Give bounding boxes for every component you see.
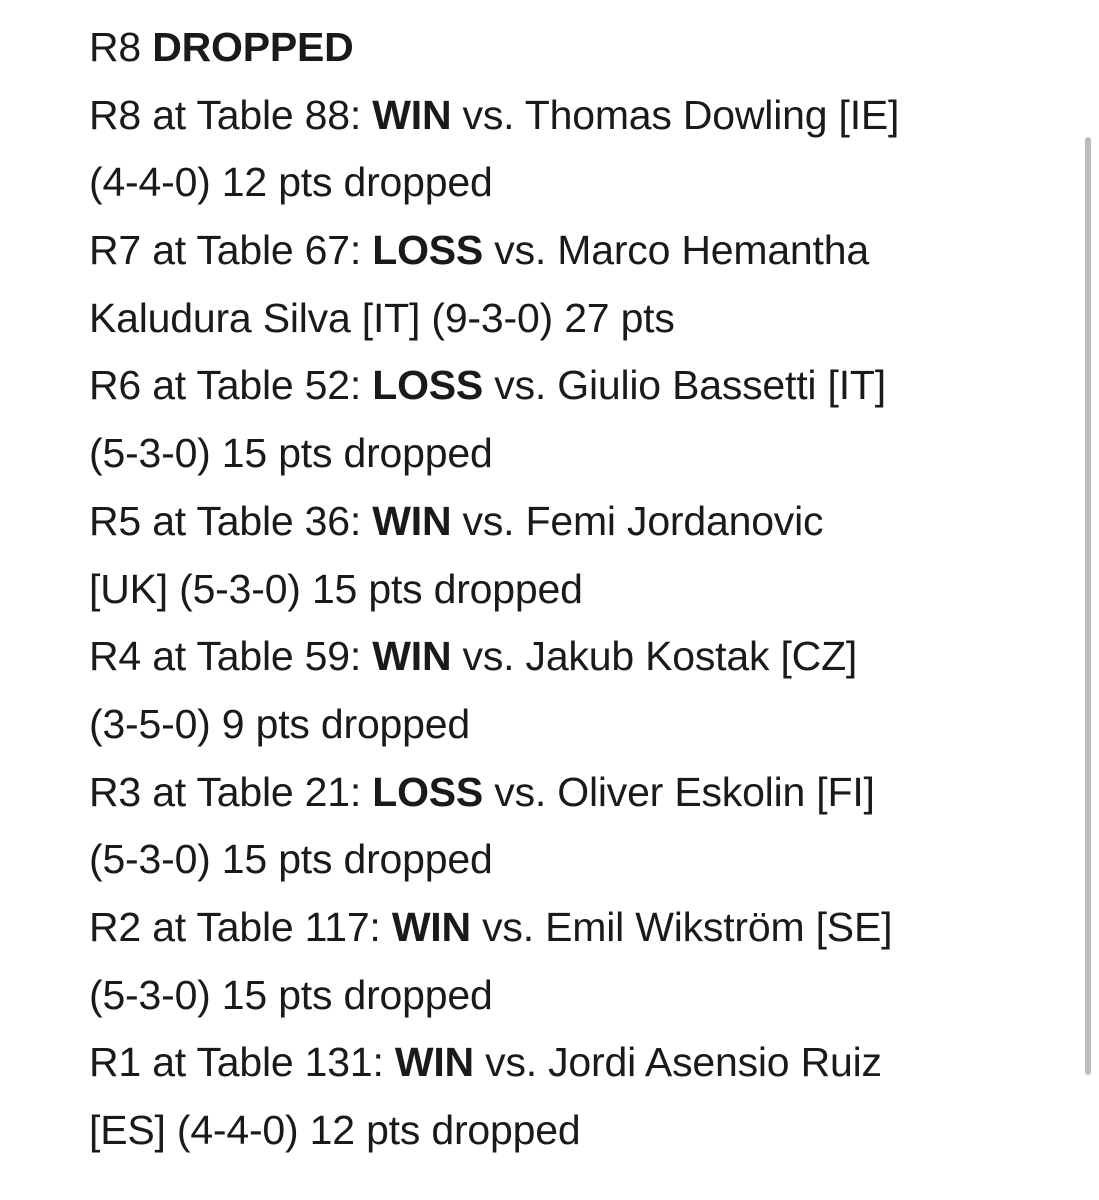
round-1-result: WIN <box>394 1039 474 1086</box>
round-6-line-2 <box>89 420 1049 488</box>
match-history <box>89 14 1049 1165</box>
round-1-line-1 <box>89 1029 1049 1097</box>
round-5-line-2 <box>89 556 1049 624</box>
round-7-table: R7 at Table 67: <box>89 227 373 274</box>
round-4-result: WIN <box>372 633 452 680</box>
scrollbar-thumb[interactable] <box>1085 137 1091 1075</box>
round-6-table: R6 at Table 52: <box>89 362 373 409</box>
round-2-table: R2 at Table 117: <box>89 903 392 950</box>
round-1-table: R1 at Table 131: <box>89 1039 395 1086</box>
round-8-opponent: vs. Thomas Dowling [IE] <box>451 91 900 138</box>
round-5-line-1 <box>89 488 1049 556</box>
status-round: R8 <box>89 24 142 70</box>
round-8-line-2 <box>89 149 1049 217</box>
round-4-opponent: vs. Jakub Kostak [CZ] <box>451 633 858 680</box>
round-7-line-1 <box>89 217 1049 285</box>
status-label: DROPPED <box>152 24 354 70</box>
round-2-opponent: vs. Emil Wikström [SE] <box>470 903 893 950</box>
round-8-record: (4-4-0) 12 pts dropped <box>89 159 493 206</box>
round-4-line-2 <box>89 691 1049 759</box>
round-4-record: (3-5-0) 9 pts dropped <box>89 700 470 747</box>
round-4-table: R4 at Table 59: <box>89 633 373 680</box>
status-line <box>89 14 1049 82</box>
round-3-line-1 <box>89 759 1049 827</box>
round-2-line-2 <box>89 962 1049 1030</box>
round-1-record: [ES] (4-4-0) 12 pts dropped <box>89 1107 581 1153</box>
round-6-result: LOSS <box>372 362 484 409</box>
round-7-record: Kaludura Silva [IT] (9-3-0) 27 pts <box>89 294 675 341</box>
round-5-opponent: vs. Femi Jordanovic <box>451 497 824 544</box>
round-5-result: WIN <box>372 497 452 544</box>
round-7-opponent: vs. Marco Hemantha <box>483 227 869 274</box>
round-5-record: [UK] (5-3-0) 15 pts dropped <box>89 565 583 612</box>
round-3-opponent: vs. Oliver Eskolin [FI] <box>483 768 875 815</box>
round-4-line-1 <box>89 623 1049 691</box>
round-3-table: R3 at Table 21: <box>89 768 373 815</box>
round-5-table: R5 at Table 36: <box>89 497 373 544</box>
round-6-line-1 <box>89 352 1049 420</box>
vertical-scrollbar[interactable] <box>1079 0 1099 1200</box>
round-8-table: R8 at Table 88: <box>89 91 373 138</box>
round-2-line-1 <box>89 894 1049 962</box>
round-2-result: WIN <box>391 903 471 950</box>
round-2-record: (5-3-0) 15 pts dropped <box>89 971 493 1018</box>
round-8-result: WIN <box>372 91 452 138</box>
round-1-opponent: vs. Jordi Asensio Ruiz <box>473 1039 882 1086</box>
round-1-line-2 <box>89 1097 1049 1165</box>
round-8-line-1 <box>89 82 1049 150</box>
round-7-result: LOSS <box>372 227 484 274</box>
round-7-line-2 <box>89 285 1049 353</box>
round-6-opponent: vs. Giulio Bassetti [IT] <box>483 362 886 409</box>
round-3-record: (5-3-0) 15 pts dropped <box>89 836 493 883</box>
round-3-result: LOSS <box>372 768 484 815</box>
round-6-record: (5-3-0) 15 pts dropped <box>89 430 493 477</box>
round-3-line-2 <box>89 826 1049 894</box>
